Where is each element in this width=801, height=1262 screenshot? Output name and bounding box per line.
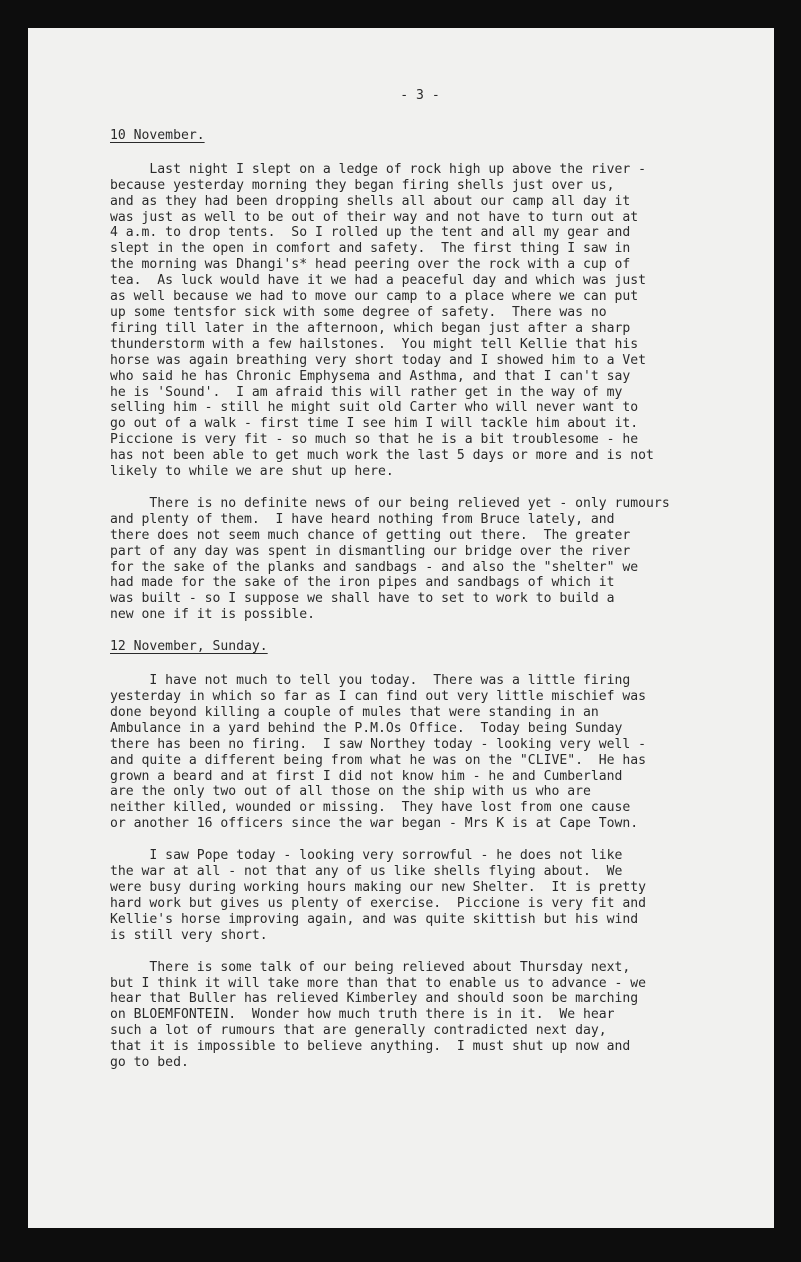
text-line: selling him - still he might suit old Carter who will never want to bbox=[110, 400, 639, 416]
text-line: he is 'Sound'. I am afraid this will rather get in the way of my bbox=[110, 384, 623, 400]
text-line: that it is impossible to believe anything. I must shut up now and bbox=[110, 1039, 631, 1055]
text-line: There is some talk of our being relieved about Thursday next, bbox=[110, 959, 631, 975]
text-line: part of any day was spent in dismantling our bridge over the river bbox=[110, 543, 631, 559]
typed-letter bbox=[110, 88, 765, 1087]
text-line: but I think it will take more than that to enable us to advance - we bbox=[110, 975, 647, 991]
text-line: on BLOEMFONTEIN. Wonder how much truth there is in it. We hear bbox=[110, 1007, 615, 1023]
text-line: Ambulance in a yard behind the P.M.Os Office. Today being Sunday bbox=[110, 720, 623, 736]
text-line: likely to while we are shut up here. bbox=[110, 464, 394, 480]
text-line: are the only two out of all those on the ship with us who are bbox=[110, 784, 591, 800]
text-line: Last night I slept on a ledge of rock high up above the river - bbox=[110, 161, 647, 177]
text-line: was built - so I suppose we shall have to set to work to build a bbox=[110, 591, 615, 607]
text-line: because yesterday morning they began firing shells just over us, bbox=[110, 177, 615, 193]
text-line: for the sake of the planks and sandbags - and also the "shelter" we bbox=[110, 559, 639, 575]
document-page bbox=[28, 28, 774, 1228]
text-line: neither killed, wounded or missing. They have lost from one cause bbox=[110, 800, 631, 816]
text-line: has not been able to get much work the last 5 days or more and is not bbox=[110, 448, 654, 464]
text-line: I have not much to tell you today. There was a little firing bbox=[110, 673, 631, 689]
text-line: go to bed. bbox=[110, 1055, 189, 1071]
section-heading-10-november: 10 November. bbox=[110, 127, 205, 143]
text-line: Kellie's horse improving again, and was quite skittish but his wind bbox=[110, 911, 639, 927]
text-line: and quite a different being from what he was on the "CLIVE". He has bbox=[110, 752, 647, 768]
text-line: had made for the sake of the iron pipes and sandbags of which it bbox=[110, 575, 615, 591]
text-line: tea. As luck would have it we had a peaceful day and which was just bbox=[110, 273, 647, 289]
text-line: there does not seem much chance of getting out there. The greater bbox=[110, 527, 631, 543]
text-line: done beyond killing a couple of mules that were standing in an bbox=[110, 704, 599, 720]
text-line: such a lot of rumours that are generally contradicted next day, bbox=[110, 1023, 607, 1039]
text-line: firing till later in the afternoon, which began just after a sharp bbox=[110, 320, 631, 336]
text-line: and plenty of them. I have heard nothing from Bruce lately, and bbox=[110, 511, 615, 527]
text-line: go out of a walk - first time I see him I will tackle him about it. bbox=[110, 416, 639, 432]
text-line: There is no definite news of our being relieved yet - only rumours bbox=[110, 495, 670, 511]
text-line: up some tentsfor sick with some degree of safety. There was no bbox=[110, 304, 607, 320]
text-line: were busy during working hours making our new Shelter. It is pretty bbox=[110, 879, 647, 895]
text-line: slept in the open in comfort and safety. The first thing I saw in bbox=[110, 241, 631, 257]
text-line: as well because we had to move our camp to a place where we can put bbox=[110, 289, 639, 305]
text-line: Piccione is very fit - so much so that he is a bit troublesome - he bbox=[110, 432, 639, 448]
text-line: horse was again breathing very short today and I showed him to a Vet bbox=[110, 352, 647, 368]
text-line: is still very short. bbox=[110, 927, 268, 943]
paragraph bbox=[110, 673, 765, 832]
text-line: new one if it is possible. bbox=[110, 607, 315, 623]
text-line: grown a beard and at first I did not know him - he and Cumberland bbox=[110, 768, 623, 784]
text-line: 4 a.m. to drop tents. So I rolled up the tent and all my gear and bbox=[110, 225, 631, 241]
text-line: there has been no firing. I saw Northey today - looking very well - bbox=[110, 736, 647, 752]
paragraph bbox=[110, 848, 765, 943]
text-line: I saw Pope today - looking very sorrowful - he does not like bbox=[110, 848, 623, 864]
text-line: who said he has Chronic Emphysema and Asthma, and that I can't say bbox=[110, 368, 631, 384]
text-line: or another 16 officers since the war began - Mrs K is at Cape Town. bbox=[110, 816, 639, 832]
text-line: thunderstorm with a few hailstones. You might tell Kellie that his bbox=[110, 336, 639, 352]
section-heading-12-november: 12 November, Sunday. bbox=[110, 639, 268, 655]
text-line: hear that Buller has relieved Kimberley and should soon be marching bbox=[110, 991, 639, 1007]
text-line: the war at all - not that any of us like shells flying about. We bbox=[110, 864, 623, 880]
text-line: hard work but gives us plenty of exercise. Piccione is very fit and bbox=[110, 895, 647, 911]
text-line: and as they had been dropping shells all about our camp all day it bbox=[110, 193, 631, 209]
paragraph bbox=[110, 960, 765, 1071]
page-number: - 3 - bbox=[400, 88, 440, 103]
text-line: yesterday in which so far as I can find out very little mischief was bbox=[110, 689, 647, 704]
text-line: the morning was Dhangi's* head peering over the rock with a cup of bbox=[110, 257, 631, 273]
text-line: was just as well to be out of their way and not have to turn out at bbox=[110, 209, 639, 225]
paragraph bbox=[110, 496, 765, 623]
paragraph bbox=[110, 162, 765, 480]
